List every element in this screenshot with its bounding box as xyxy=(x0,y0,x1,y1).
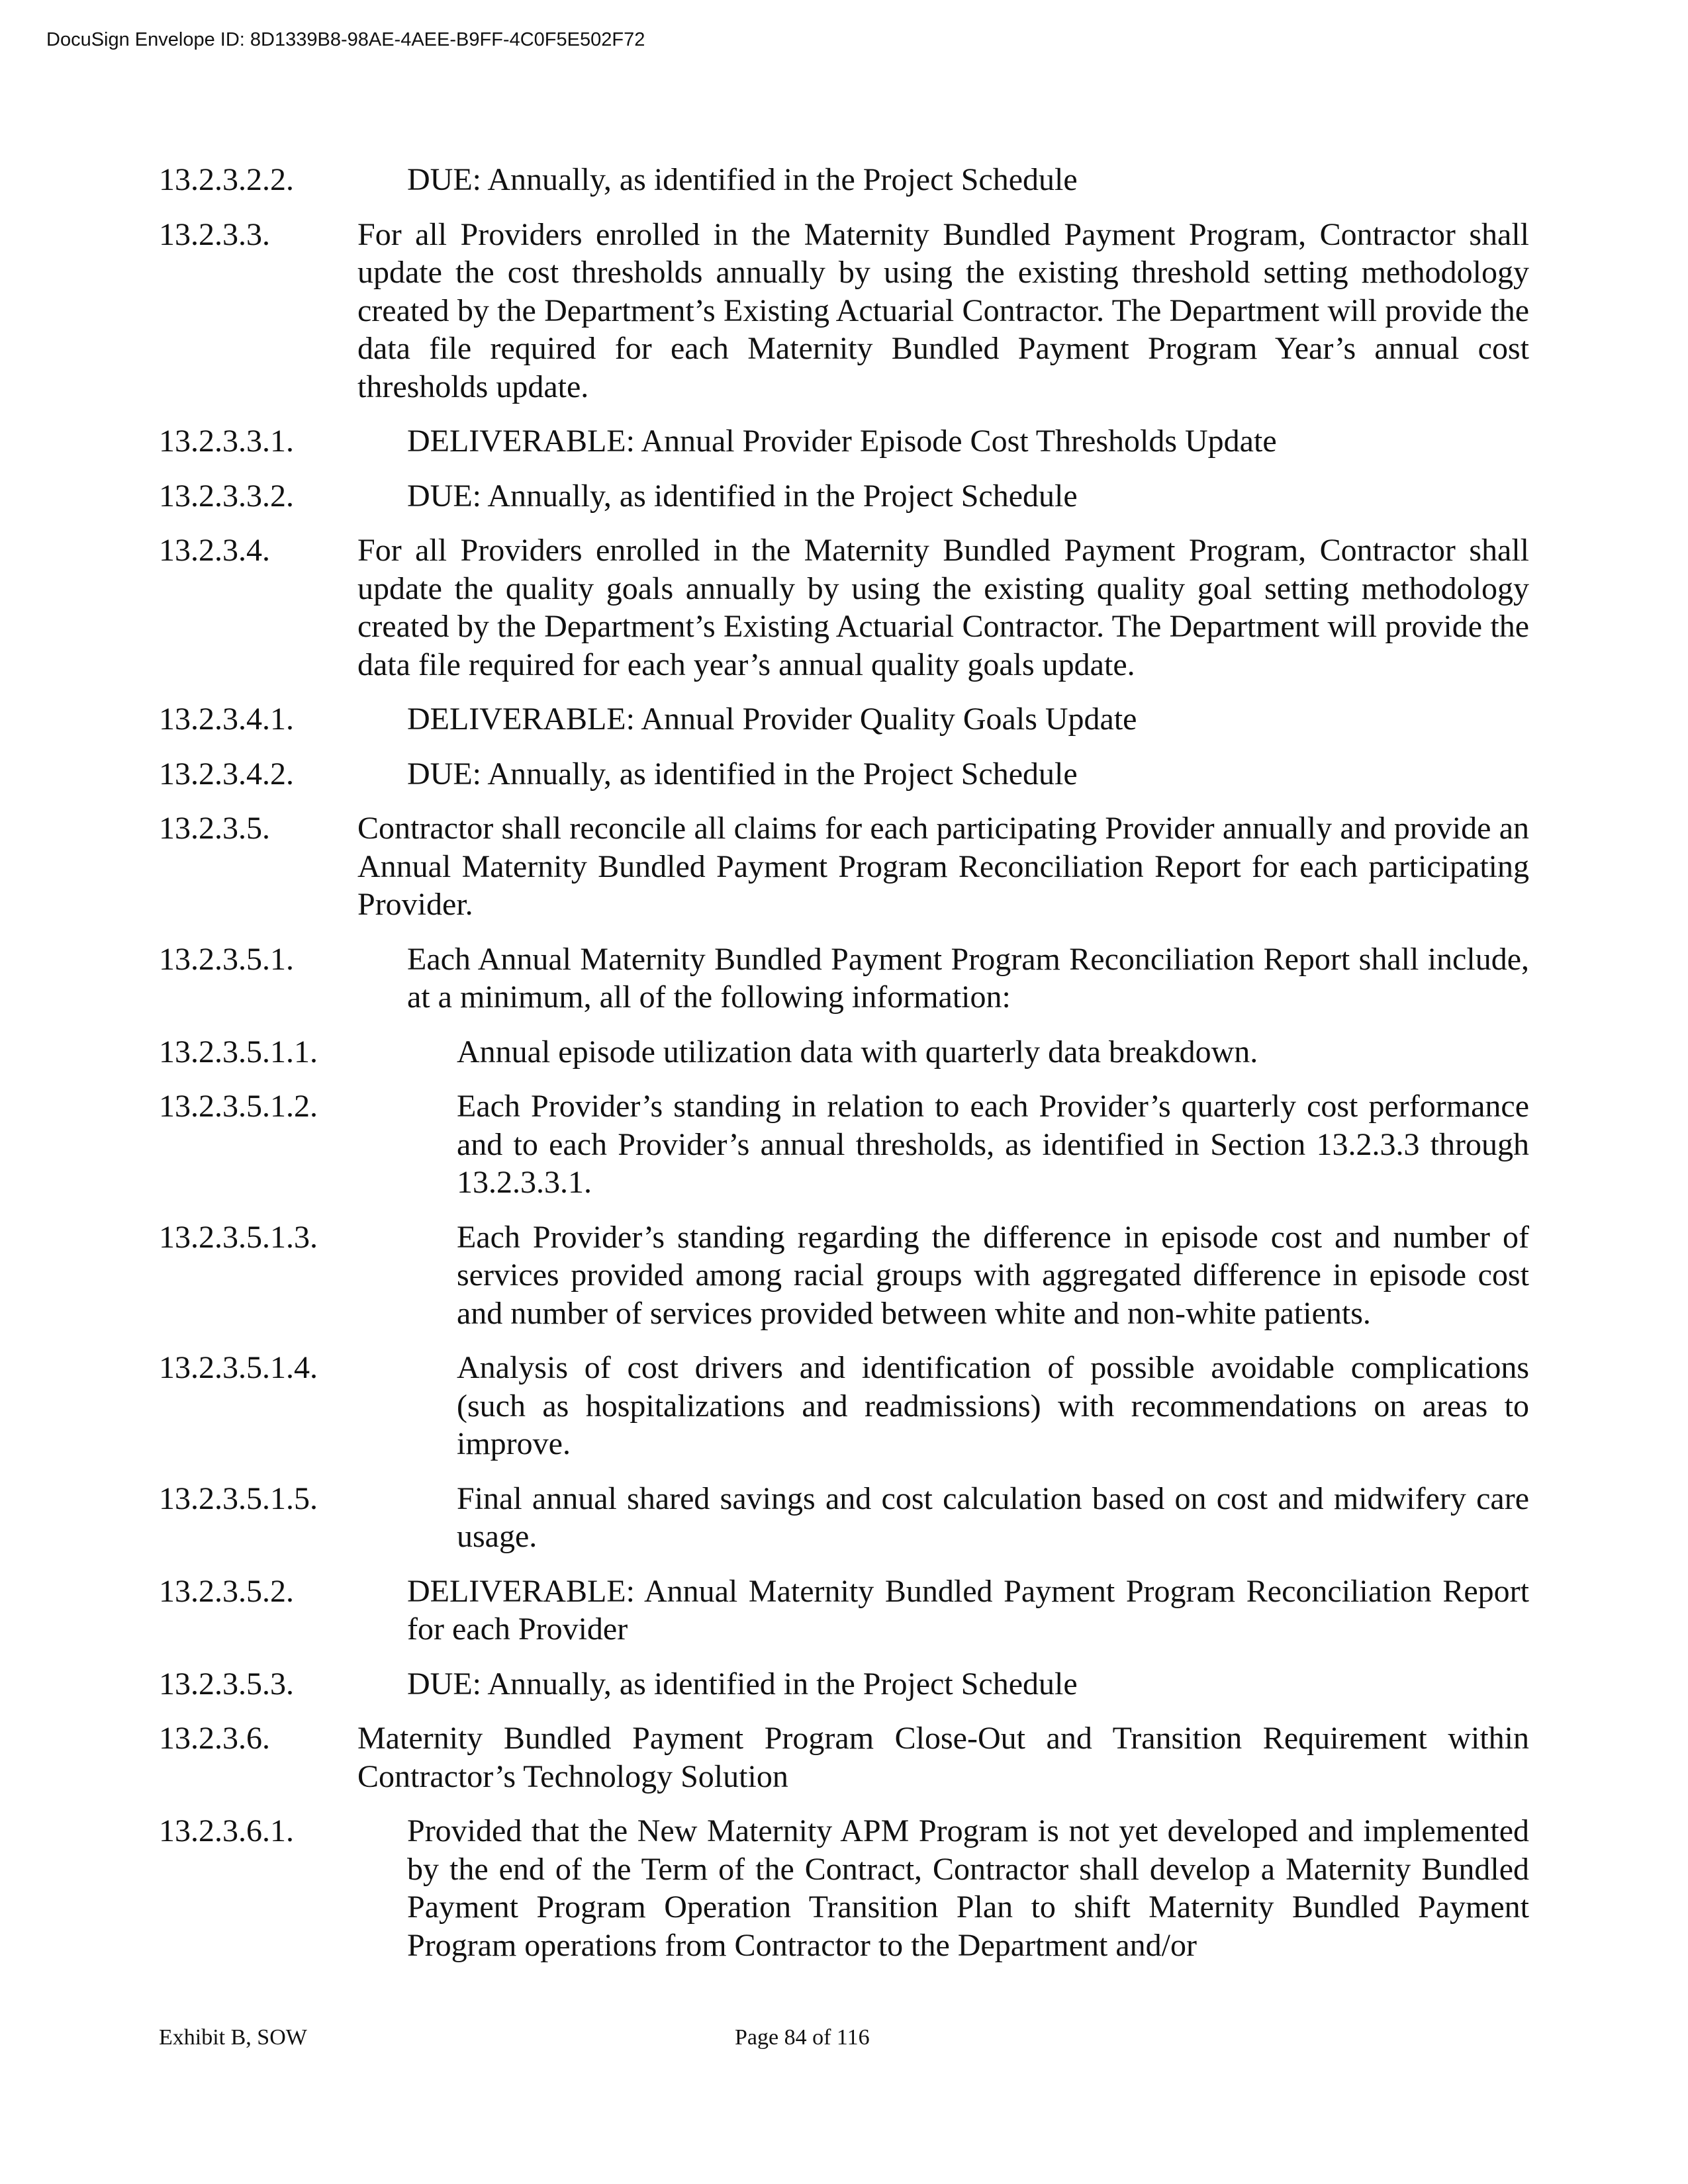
section-text: DUE: Annually, as identified in the Project Schedule xyxy=(407,478,1078,514)
section-text: Each Provider’s standing in relation to each Provider’s quarterly cost performance and to each Provider’s annual thresholds, as identified in Section 13.2.3.3 through 13.2.3.3.1. xyxy=(457,1089,1529,1200)
section-13-2-3-4-2 xyxy=(159,755,1529,794)
section-13-2-3-4-1 xyxy=(159,700,1529,739)
section-text: For all Providers enrolled in the Maternity Bundled Payment Program, Contractor shall update the quality goals annually by using the existing quality goal setting methodology created by the Department’s Existing Actuarial Contractor. The Department will provide the data file required for each year’s annual quality goals update. xyxy=(357,533,1529,682)
section-number: 13.2.3.5.1. xyxy=(159,941,294,977)
section-number: 13.2.3.5.3. xyxy=(159,1666,294,1702)
section-number: 13.2.3.4.2. xyxy=(159,756,294,792)
section-number: 13.2.3.2.2. xyxy=(159,162,294,197)
section-text: DUE: Annually, as identified in the Project Schedule xyxy=(407,756,1078,792)
section-text: Each Provider’s standing regarding the difference in episode cost and number of services provided among racial groups with aggregated difference in episode cost and number of services provided between white and non-white patients. xyxy=(457,1219,1529,1331)
section-text: Analysis of cost drivers and identification of possible avoidable complications (such as hospitalizations and readmissions) with recommendations on areas to improve. xyxy=(457,1350,1529,1461)
section-text: Contractor shall reconcile all claims for each participating Provider annually and provide an Annual Maternity Bundled Payment Program Reconciliation Report for each participating Provider. xyxy=(357,811,1529,922)
section-number: 13.2.3.4. xyxy=(159,533,270,568)
section-13-2-3-5-3 xyxy=(159,1665,1529,1704)
section-number: 13.2.3.6. xyxy=(159,1721,270,1756)
section-13-2-3-6-1 xyxy=(159,1812,1529,1964)
section-number: 13.2.3.5.1.4. xyxy=(159,1350,318,1385)
section-13-2-3-6 xyxy=(159,1719,1529,1796)
section-13-2-3-5-1-5 xyxy=(159,1480,1529,1556)
docusign-envelope-id: DocuSign Envelope ID: 8D1339B8-98AE-4AEE-B9FF-4C0F5E502F72 xyxy=(46,29,645,50)
section-number: 13.2.3.5. xyxy=(159,811,270,846)
section-text: Provided that the New Maternity APM Program is not yet developed and implemented by the end of the Term of the Contract, Contractor shall develop a Maternity Bundled Payment Program Operation Transition Plan to shift Maternity Bundled Payment Program operations from Contractor to the Department and/or xyxy=(407,1813,1529,1963)
section-number: 13.2.3.5.1.1. xyxy=(159,1034,318,1069)
section-number: 13.2.3.6.1. xyxy=(159,1813,294,1848)
section-number: 13.2.3.3.2. xyxy=(159,478,294,514)
section-13-2-3-5-1-2 xyxy=(159,1087,1529,1202)
section-13-2-3-5-2 xyxy=(159,1572,1529,1649)
section-number: 13.2.3.3. xyxy=(159,216,270,252)
section-13-2-3-4 xyxy=(159,531,1529,684)
section-13-2-3-5-1-1 xyxy=(159,1033,1529,1071)
section-text: DELIVERABLE: Annual Provider Quality Goals Update xyxy=(407,702,1137,737)
section-13-2-3-5-1-3 xyxy=(159,1218,1529,1333)
section-13-2-3-3-2 xyxy=(159,477,1529,516)
section-13-2-3-5-1 xyxy=(159,940,1529,1017)
section-text: DELIVERABLE: Annual Provider Episode Cost Thresholds Update xyxy=(407,424,1277,459)
section-13-2-3-2-2 xyxy=(159,161,1529,199)
section-number: 13.2.3.5.1.3. xyxy=(159,1219,318,1255)
section-13-2-3-5 xyxy=(159,809,1529,924)
section-text: For all Providers enrolled in the Maternity Bundled Payment Program, Contractor shall update the cost thresholds annually by using the existing threshold setting methodology created by the Department’s Existing Actuarial Contractor. The Department will provide the data file required for each Maternity Bundled Payment Program Year’s annual cost thresholds update. xyxy=(357,216,1529,404)
section-text: DUE: Annually, as identified in the Project Schedule xyxy=(407,1666,1078,1702)
section-text: DELIVERABLE: Annual Maternity Bundled Payment Program Reconciliation Report for each Provider xyxy=(407,1573,1529,1647)
section-number: 13.2.3.4.1. xyxy=(159,702,294,737)
section-number: 13.2.3.5.1.2. xyxy=(159,1089,318,1124)
document-body xyxy=(159,161,1529,1981)
section-13-2-3-5-1-4 xyxy=(159,1349,1529,1463)
section-number: 13.2.3.5.2. xyxy=(159,1573,294,1609)
section-text: Annual episode utilization data with quarterly data breakdown. xyxy=(457,1034,1258,1069)
section-13-2-3-3 xyxy=(159,216,1529,406)
section-text: DUE: Annually, as identified in the Project Schedule xyxy=(407,162,1078,197)
footer-page-number: Page 84 of 116 xyxy=(735,2025,870,2050)
section-13-2-3-3-1 xyxy=(159,422,1529,461)
section-number: 13.2.3.3.1. xyxy=(159,424,294,459)
section-number: 13.2.3.5.1.5. xyxy=(159,1480,318,1516)
footer-exhibit-label: Exhibit B, SOW xyxy=(159,2025,307,2050)
section-text: Maternity Bundled Payment Program Close-Out and Transition Requirement within Contractor’s Technology Solution xyxy=(357,1721,1529,1794)
section-text: Final annual shared savings and cost calculation based on cost and midwifery care usage. xyxy=(457,1480,1529,1554)
section-text: Each Annual Maternity Bundled Payment Program Reconciliation Report shall include, at a minimum, all of the following information: xyxy=(407,941,1529,1015)
